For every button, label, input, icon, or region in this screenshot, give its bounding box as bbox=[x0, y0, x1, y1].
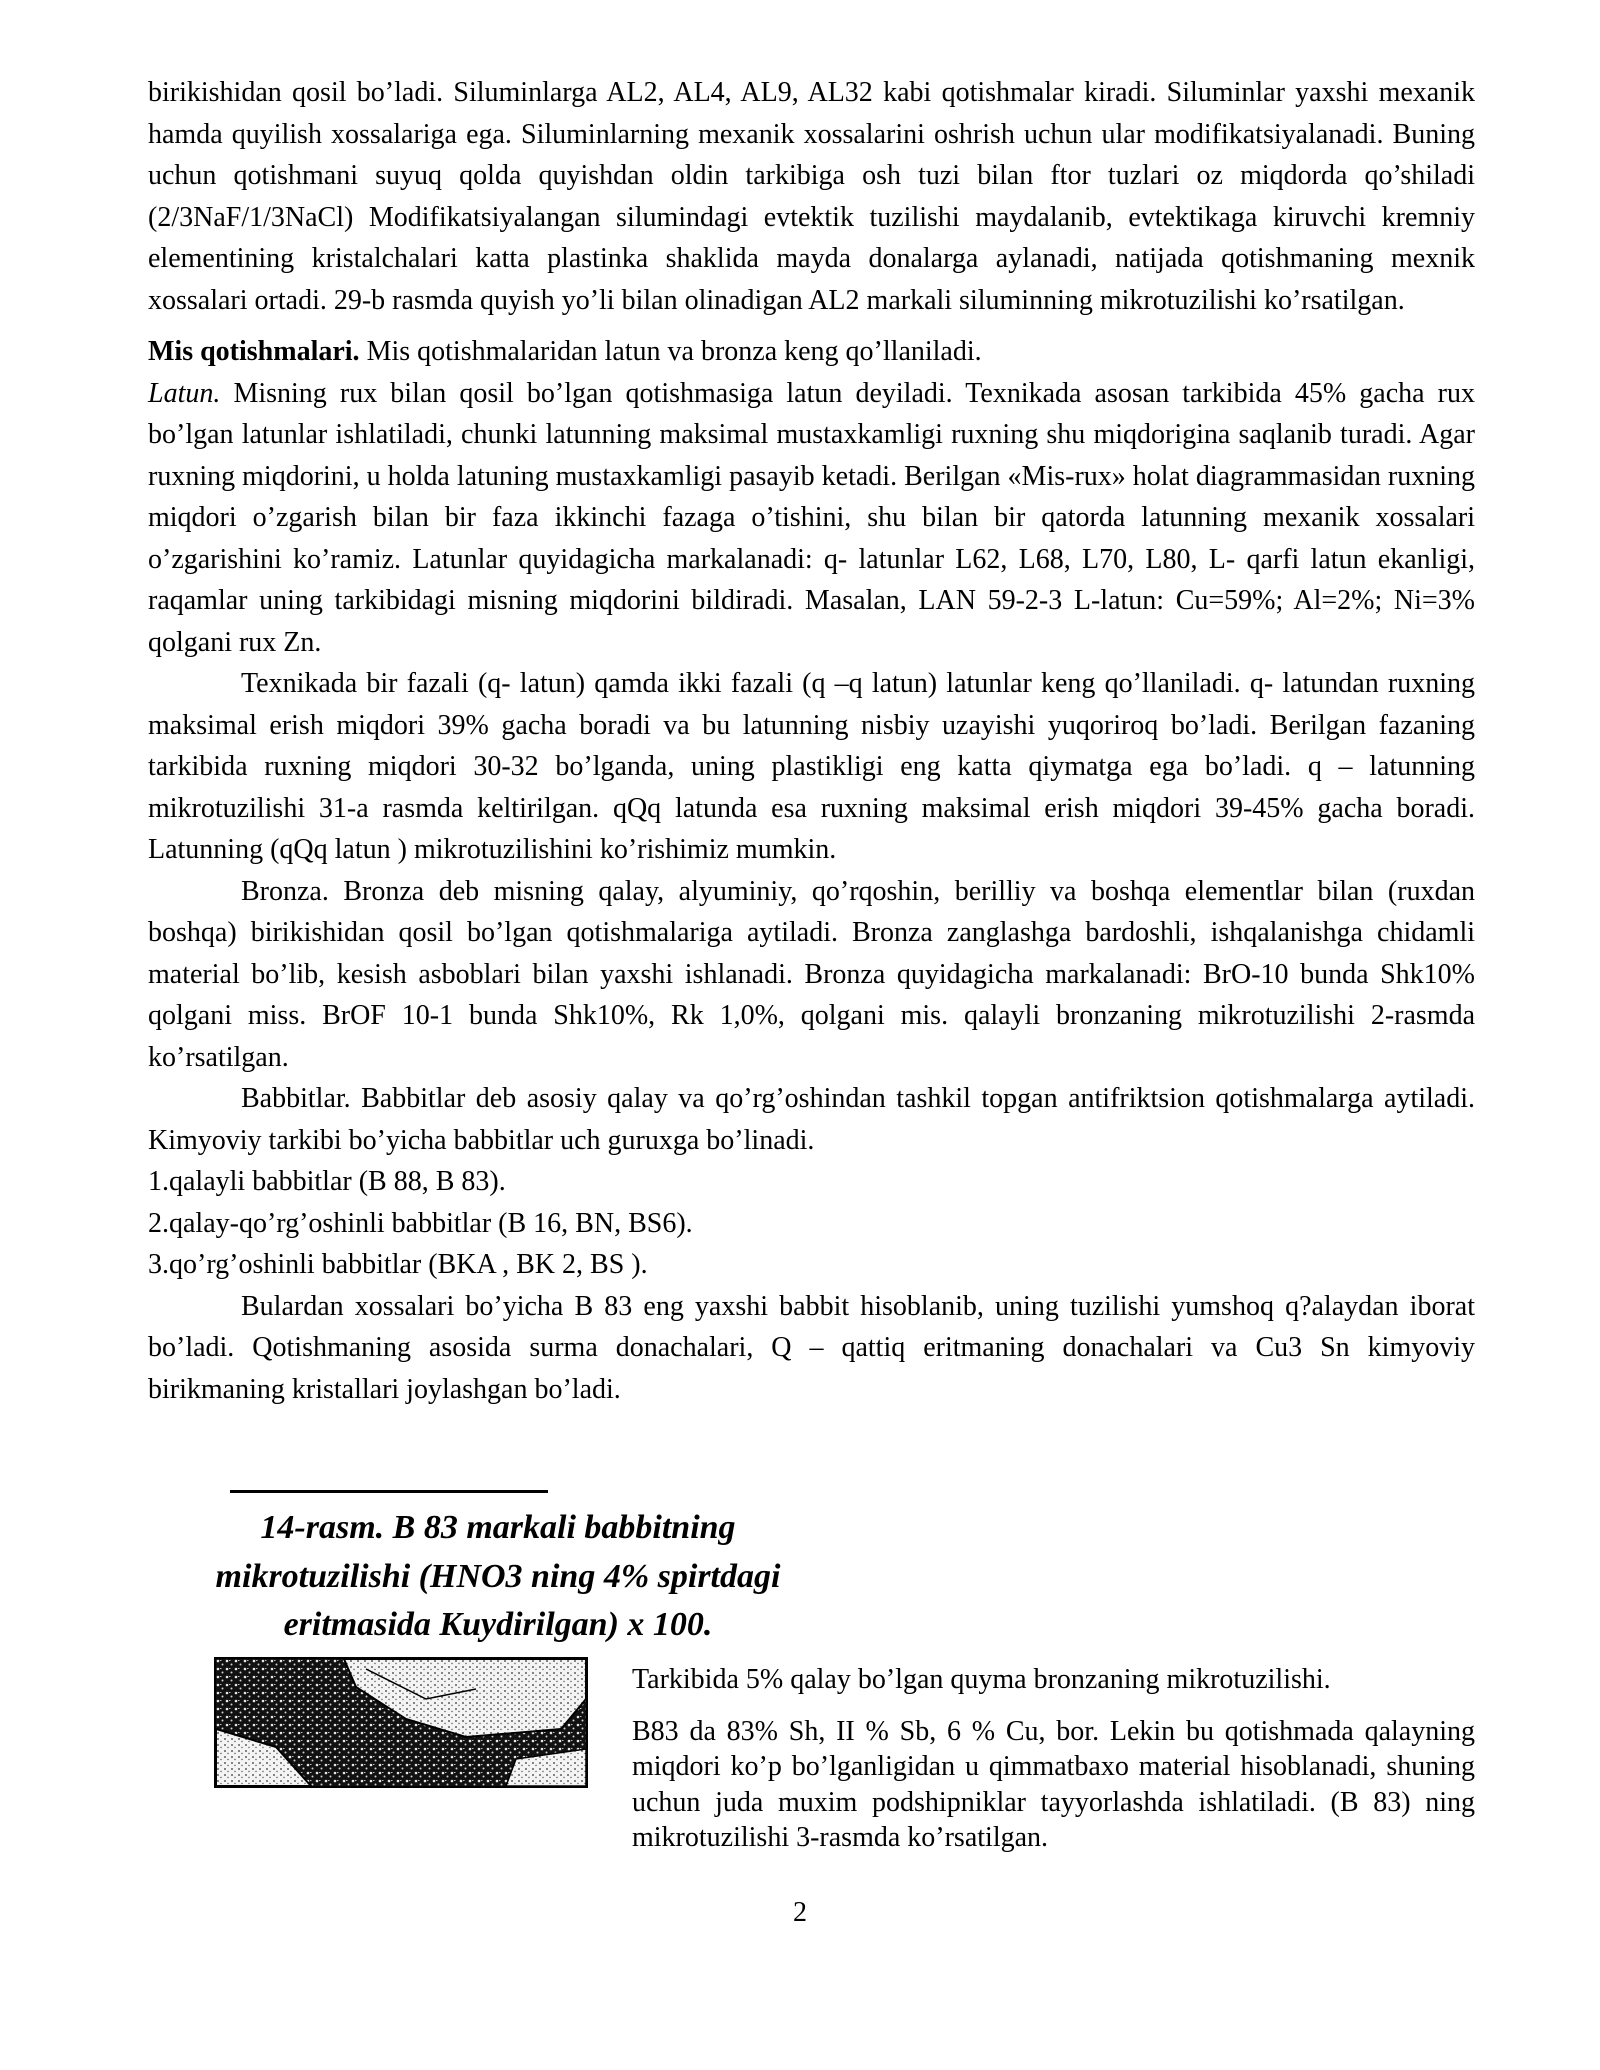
caption-line: 14-rasm. B 83 markali babbitning bbox=[260, 1509, 736, 1546]
paragraph-silumin: birikishidan qosil bo’ladi. Siluminlarga AL2, AL4, AL9, AL32 kabi qotishmalar kiradi. Siluminlar yaxshi mexanik hamda quyilish xossalariga ega. Siluminlarning mexanik xossalarini oshrish uchun ular modifikatsiyalanadi. Buning uchun qotishmani suyuq qolda quyishdan oldin tarkibiga osh tuzi bilan ftor tuzlari oz miqdorda qo’shiladi (2/3NaF/1/3NaCl) Modifikatsiyalangan silumindagi evtektik tuzilishi maydalanib, evtektikaga kiruvchi kremniy elementining kristalchalari katta plastinka shaklida mayda donalarga aylanadi, natijada qotishmaning mexnik xossalari ortadi. 29-b rasmda quyish yo’li bilan olinadigan AL2 markali siluminning mikrotuzilishi ko’rsatilgan. bbox=[148, 77, 1475, 316]
figure-side-text bbox=[632, 1662, 1475, 1872]
list-item: 1.qalayli babbitlar (B 88, B 83). bbox=[148, 1166, 506, 1197]
caption-divider bbox=[230, 1490, 548, 1493]
side-paragraph: B83 da 83% Sh, II % Sb, 6 % Cu, bor. Lekin bu qotishmada qalayning miqdori ko’p bo’lganligidan u qimmatbaxo material hisoblanadi, shuning uchun juda muxim podshipniklar tayyorlashda ishlatiladi. (B 83) ning mikrotuzilishi 3-rasmda ko’rsatilgan. bbox=[632, 1715, 1475, 1853]
paragraph-latun bbox=[148, 373, 1475, 664]
paragraph-b83: Bulardan xossalari bo’yicha B 83 eng yaxshi babbit hisoblanib, uning tuzilishi yumshoq q?alaydan iborat bo’ladi. Qotishmaning asosida surma donachalari, Q – qattiq eritmaning donachalari va Cu3 Sn kimyoviy birikmaning kristallari joylashgan bo’ladi. bbox=[148, 1290, 1475, 1405]
heading-mis-qotishmalari: Mis qotishmalari. bbox=[148, 336, 360, 367]
side-paragraph: Tarkibida 5% qalay bo’lgan quyma bronzaning mikrotuzilishi. bbox=[632, 1664, 1331, 1695]
paragraph-mis-qotishmalari bbox=[148, 331, 1475, 373]
paragraph-latun-fazalar: Texnikada bir fazali (q- latun) qamda ikki fazali (q –q latun) latunlar keng qo’llaniladi. q- latundan ruxning maksimal erish miqdori 39% gacha boradi va bu latunning nisbiy uzayishi yuqoriroq bo’ladi. Berilgan fazaning tarkibida ruxning miqdori 30-32 bo’lganda, uning plastikligi eng katta qiymatga ega bo’ladi. q – latunning mikrotuzilishi 31-a rasmda keltirilgan. qQq latunda esa ruxning maksimal erish miqdori 39-45% gacha boradi. Latunning (qQq latun ) mikrotuzilishini ko’rishimiz mumkin. bbox=[148, 668, 1475, 865]
caption-line: eritmasida Kuydirilgan) x 100. bbox=[283, 1606, 713, 1643]
paragraph-latun-text: Misning rux bilan qosil bo’lgan qotishmasiga latun deyiladi. Texnikada asosan tarkibida 45% gacha rux bo’lgan latunlar ishlatiladi, chunki latunning maksimal mustaxkamligi ruxning shu miqdorigina saqlanib turadi. Agar ruxning miqdorini, u holda latuning mustaxkamligi pasayib ketadi. Berilgan «Mis-rux» holat diagrammasidan ruxning miqdori o’zgarish bilan bir faza ikkinchi fazaga o’tishini, shu bilan bir qatorda latunning mexanik xossalari o’zgarishini ko’ramiz. Latunlar quyidagicha markalanadi: q- latunlar L62, L68, L70, L80, L- qarfi latun ekanligi, raqamlar uning tarkibidagi misning miqdorini bildiradi. Masalan, LAN 59-2-3 L-latun: Cu=59%; Al=2%; Ni=3% qolgani rux Zn. bbox=[148, 377, 1475, 658]
term-latun: Latun. bbox=[148, 377, 221, 409]
page-number: 2 bbox=[793, 1897, 807, 1928]
list-item: 2.qalay-qo’rg’oshinli babbitlar (B 16, BN, BS6). bbox=[148, 1207, 693, 1239]
caption-line: mikrotuzilishi (HNO3 ning 4% spirtdagi bbox=[215, 1557, 781, 1595]
paragraph-bronza: Bronza. Bronza deb misning qalay, alyuminiy, qo’rqoshin, berilliy va boshqa elementlar bilan (ruxdan boshqa) birikishidan qosil bo’lgan qotishmalariga aytiladi. Bronza zanglashga bardoshli, ishqalanishga chidamli material bo’lib, kesish asboblari bilan yaxshi ishlanadi. Bronza quyidagicha markalanadi: BrO-10 bunda Shk10% qolgani miss. BrOF 10-1 bunda Shk10%, Rk 1,0%, qolgani mis. qalayli bronzaning mikrotuzilishi 2-rasmda ko’rsatilgan. bbox=[148, 875, 1475, 1073]
list-item: 3.qo’rg’oshinli babbitlar (BKA , BK 2, BS ). bbox=[148, 1249, 648, 1280]
paragraph-babbitlar: Babbitlar. Babbitlar deb asosiy qalay va qo’rg’oshindan tashkil topgan antifriktsion qotishmalarga aytiladi. Kimyoviy tarkibi bo’yicha babbitlar uch guruxga bo’linadi. bbox=[148, 1083, 1475, 1156]
figure-caption bbox=[148, 1504, 848, 1650]
micrograph-image bbox=[214, 1657, 588, 1788]
page-body bbox=[148, 72, 1475, 1410]
paragraph-mis-text: Mis qotishmalaridan latun va bronza keng qo’llaniladi. bbox=[359, 336, 982, 367]
